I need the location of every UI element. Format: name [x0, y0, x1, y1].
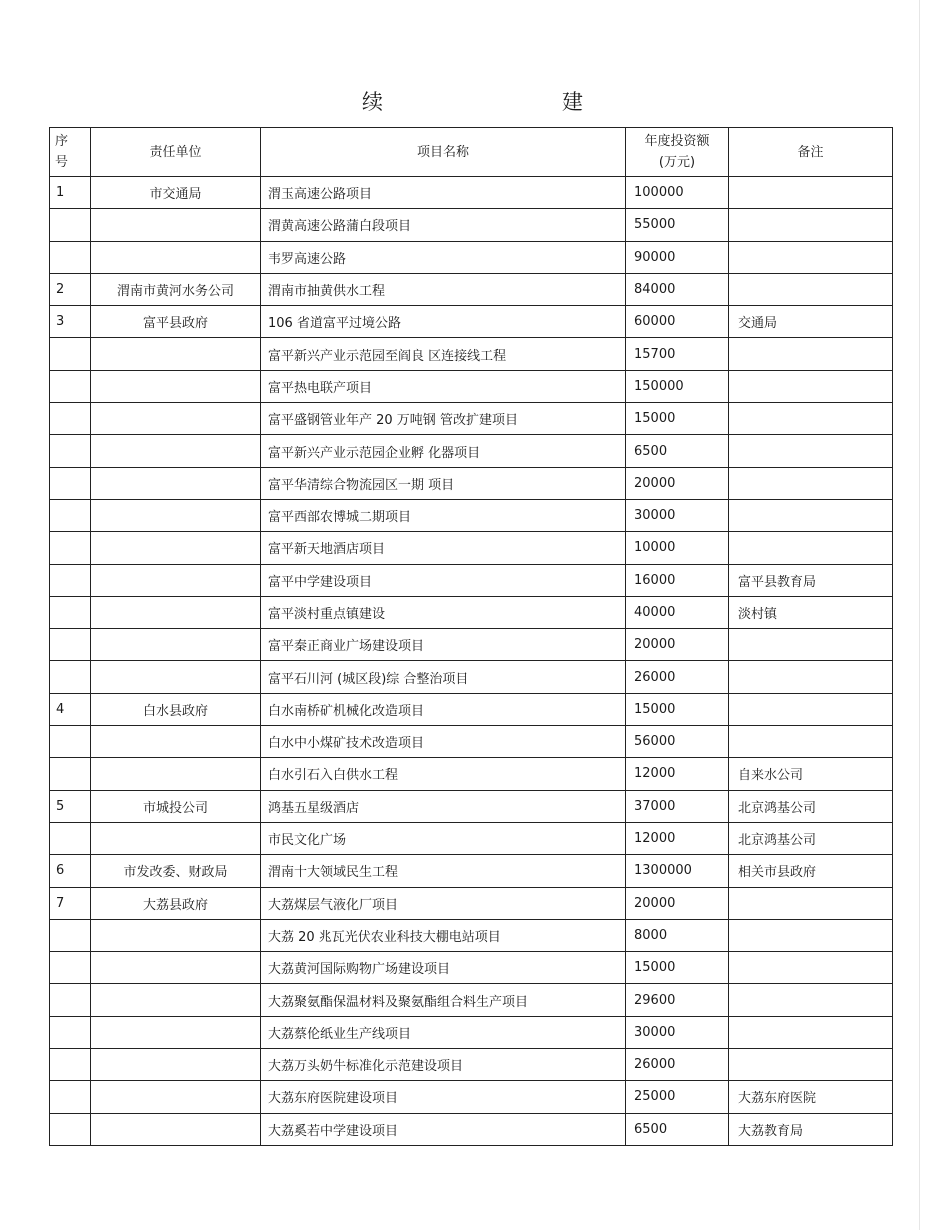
cell-note: 自来水公司	[729, 758, 893, 790]
cell-note	[729, 338, 893, 370]
cell-investment: 60000	[626, 306, 729, 338]
cell-seq	[50, 984, 91, 1016]
cell-project-name: 大荔煤层气液化厂项目	[261, 887, 626, 919]
header-note: 备注	[729, 128, 893, 177]
cell-unit: 大荔县政府	[91, 887, 261, 919]
cell-project-name: 富平热电联产项目	[261, 370, 626, 402]
table-row	[50, 952, 893, 984]
table-row	[50, 596, 893, 628]
cell-investment: 26000	[626, 1049, 729, 1081]
header-seq	[50, 128, 91, 177]
header-name: 项目名称	[261, 128, 626, 177]
cell-unit	[91, 532, 261, 564]
table-row	[50, 822, 893, 854]
table-row	[50, 1081, 893, 1113]
cell-note	[729, 532, 893, 564]
cell-project-name: 富平新天地酒店项目	[261, 532, 626, 564]
table-row	[50, 370, 893, 402]
cell-project-name: 大荔蔡伦纸业生产线项目	[261, 1016, 626, 1048]
cell-project-name: 渭南市抽黄供水工程	[261, 273, 626, 305]
cell-seq	[50, 403, 91, 435]
cell-investment: 55000	[626, 209, 729, 241]
cell-project-name: 渭黄高速公路蒲白段项目	[261, 209, 626, 241]
cell-seq: 3	[50, 306, 91, 338]
cell-note: 淡村镇	[729, 596, 893, 628]
cell-unit	[91, 822, 261, 854]
cell-unit	[91, 984, 261, 1016]
cell-project-name: 市民文化广场	[261, 822, 626, 854]
cell-note	[729, 435, 893, 467]
cell-unit: 白水县政府	[91, 693, 261, 725]
cell-unit: 市城投公司	[91, 790, 261, 822]
cell-unit	[91, 467, 261, 499]
cell-unit: 渭南市黄河水务公司	[91, 273, 261, 305]
cell-seq	[50, 822, 91, 854]
cell-note: 相关市县政府	[729, 855, 893, 887]
title-part-2: 建	[562, 90, 584, 114]
cell-unit	[91, 1049, 261, 1081]
table-row	[50, 403, 893, 435]
cell-seq: 1	[50, 177, 91, 209]
project-table	[49, 127, 893, 1146]
cell-note	[729, 1016, 893, 1048]
cell-seq	[50, 1016, 91, 1048]
cell-unit	[91, 435, 261, 467]
cell-project-name: 韦罗高速公路	[261, 241, 626, 273]
table-row	[50, 467, 893, 499]
cell-seq	[50, 532, 91, 564]
cell-note	[729, 499, 893, 531]
cell-unit	[91, 241, 261, 273]
cell-note: 交通局	[729, 306, 893, 338]
table-row	[50, 241, 893, 273]
cell-seq: 6	[50, 855, 91, 887]
cell-investment: 16000	[626, 564, 729, 596]
cell-note	[729, 629, 893, 661]
cell-seq	[50, 467, 91, 499]
cell-investment: 25000	[626, 1081, 729, 1113]
cell-investment: 84000	[626, 273, 729, 305]
table-row	[50, 855, 893, 887]
cell-project-name: 白水南桥矿机械化改造项目	[261, 693, 626, 725]
cell-unit	[91, 1081, 261, 1113]
cell-note	[729, 177, 893, 209]
cell-seq	[50, 499, 91, 531]
cell-investment: 56000	[626, 726, 729, 758]
page-title	[0, 86, 950, 116]
cell-project-name: 大荔奚若中学建设项目	[261, 1113, 626, 1145]
cell-project-name: 富平秦正商业广场建设项目	[261, 629, 626, 661]
cell-project-name: 渭玉高速公路项目	[261, 177, 626, 209]
cell-project-name: 富平华清综合物流园区一期 项目	[261, 467, 626, 499]
cell-unit	[91, 758, 261, 790]
cell-investment: 30000	[626, 499, 729, 531]
header-seq-line1: 序	[55, 134, 69, 149]
header-invest	[626, 128, 729, 177]
table-row	[50, 629, 893, 661]
cell-note	[729, 693, 893, 725]
cell-unit: 富平县政府	[91, 306, 261, 338]
cell-unit	[91, 403, 261, 435]
cell-investment: 30000	[626, 1016, 729, 1048]
cell-investment: 150000	[626, 370, 729, 402]
cell-investment: 15000	[626, 952, 729, 984]
cell-project-name: 渭南十大领域民生工程	[261, 855, 626, 887]
cell-seq	[50, 1081, 91, 1113]
cell-unit	[91, 629, 261, 661]
cell-seq	[50, 209, 91, 241]
cell-investment: 15000	[626, 403, 729, 435]
cell-project-name: 大荔东府医院建设项目	[261, 1081, 626, 1113]
cell-note	[729, 726, 893, 758]
cell-investment: 8000	[626, 919, 729, 951]
cell-unit	[91, 919, 261, 951]
cell-project-name: 富平淡村重点镇建设	[261, 596, 626, 628]
cell-project-name: 大荔万头奶牛标准化示范建设项目	[261, 1049, 626, 1081]
cell-unit	[91, 1113, 261, 1145]
cell-unit	[91, 596, 261, 628]
cell-seq	[50, 661, 91, 693]
cell-investment: 20000	[626, 887, 729, 919]
cell-unit: 市交通局	[91, 177, 261, 209]
cell-note	[729, 209, 893, 241]
cell-investment: 12000	[626, 758, 729, 790]
cell-seq	[50, 596, 91, 628]
cell-seq	[50, 564, 91, 596]
table-row	[50, 790, 893, 822]
cell-seq: 5	[50, 790, 91, 822]
cell-note	[729, 952, 893, 984]
table-row	[50, 499, 893, 531]
cell-investment: 6500	[626, 1113, 729, 1145]
table-row	[50, 1049, 893, 1081]
cell-investment: 6500	[626, 435, 729, 467]
cell-note	[729, 919, 893, 951]
table-row	[50, 887, 893, 919]
cell-note	[729, 887, 893, 919]
cell-unit	[91, 1016, 261, 1048]
table-row	[50, 919, 893, 951]
cell-investment: 37000	[626, 790, 729, 822]
cell-investment: 12000	[626, 822, 729, 854]
cell-project-name: 富平石川河 (城区段)综 合整治项目	[261, 661, 626, 693]
cell-seq	[50, 241, 91, 273]
cell-seq	[50, 338, 91, 370]
table-row	[50, 273, 893, 305]
cell-seq: 7	[50, 887, 91, 919]
cell-note: 大荔教育局	[729, 1113, 893, 1145]
cell-seq	[50, 435, 91, 467]
cell-project-name: 富平中学建设项目	[261, 564, 626, 596]
cell-investment: 100000	[626, 177, 729, 209]
cell-project-name: 富平西部农博城二期项目	[261, 499, 626, 531]
cell-unit	[91, 952, 261, 984]
cell-note	[729, 984, 893, 1016]
table-header-row	[50, 128, 893, 177]
cell-unit	[91, 209, 261, 241]
table-row	[50, 564, 893, 596]
table-row	[50, 338, 893, 370]
cell-project-name: 大荔 20 兆瓦光伏农业科技大棚电站项目	[261, 919, 626, 951]
cell-seq	[50, 1113, 91, 1145]
table-body	[50, 177, 893, 1146]
cell-unit	[91, 661, 261, 693]
cell-note	[729, 1049, 893, 1081]
header-seq-line2: 号	[55, 155, 69, 170]
cell-project-name: 白水引石入白供水工程	[261, 758, 626, 790]
cell-note	[729, 273, 893, 305]
page-edge-rule	[919, 0, 920, 1230]
cell-note	[729, 241, 893, 273]
cell-project-name: 白水中小煤矿技术改造项目	[261, 726, 626, 758]
cell-project-name: 大荔聚氨酯保温材料及聚氨酯组合料生产项目	[261, 984, 626, 1016]
cell-investment: 15000	[626, 693, 729, 725]
cell-note: 北京鸿基公司	[729, 790, 893, 822]
cell-seq	[50, 919, 91, 951]
cell-seq	[50, 952, 91, 984]
cell-unit	[91, 499, 261, 531]
cell-investment: 29600	[626, 984, 729, 1016]
table-row	[50, 306, 893, 338]
cell-seq	[50, 758, 91, 790]
cell-note: 大荔东府医院	[729, 1081, 893, 1113]
cell-seq	[50, 1049, 91, 1081]
header-invest-line2: (万元)	[658, 155, 696, 170]
header-invest-line1: 年度投资额	[644, 134, 710, 149]
cell-seq	[50, 629, 91, 661]
table-row	[50, 661, 893, 693]
table-row	[50, 435, 893, 467]
table-row	[50, 209, 893, 241]
cell-project-name: 大荔黄河国际购物广场建设项目	[261, 952, 626, 984]
cell-seq: 4	[50, 693, 91, 725]
cell-note: 北京鸿基公司	[729, 822, 893, 854]
table-row	[50, 177, 893, 209]
cell-unit: 市发改委、财政局	[91, 855, 261, 887]
title-part-1: 续	[362, 90, 384, 114]
cell-investment: 40000	[626, 596, 729, 628]
table-row	[50, 693, 893, 725]
header-unit: 责任单位	[91, 128, 261, 177]
table-row	[50, 984, 893, 1016]
cell-note	[729, 403, 893, 435]
cell-note: 富平县教育局	[729, 564, 893, 596]
cell-investment: 20000	[626, 629, 729, 661]
cell-investment: 15700	[626, 338, 729, 370]
cell-seq	[50, 370, 91, 402]
cell-investment: 1300000	[626, 855, 729, 887]
cell-investment: 90000	[626, 241, 729, 273]
cell-unit	[91, 726, 261, 758]
cell-note	[729, 467, 893, 499]
cell-unit	[91, 370, 261, 402]
cell-seq	[50, 726, 91, 758]
table-row	[50, 758, 893, 790]
cell-unit	[91, 564, 261, 596]
cell-investment: 10000	[626, 532, 729, 564]
table-row	[50, 726, 893, 758]
table-row	[50, 1113, 893, 1145]
table-row	[50, 532, 893, 564]
cell-project-name: 富平新兴产业示范园企业孵 化器项目	[261, 435, 626, 467]
cell-note	[729, 661, 893, 693]
cell-unit	[91, 338, 261, 370]
cell-project-name: 鸿基五星级酒店	[261, 790, 626, 822]
cell-note	[729, 370, 893, 402]
cell-investment: 26000	[626, 661, 729, 693]
cell-project-name: 106 省道富平过境公路	[261, 306, 626, 338]
table-row	[50, 1016, 893, 1048]
cell-seq: 2	[50, 273, 91, 305]
cell-investment: 20000	[626, 467, 729, 499]
cell-project-name: 富平盛钢管业年产 20 万吨钢 管改扩建项目	[261, 403, 626, 435]
cell-project-name: 富平新兴产业示范园至阎良 区连接线工程	[261, 338, 626, 370]
